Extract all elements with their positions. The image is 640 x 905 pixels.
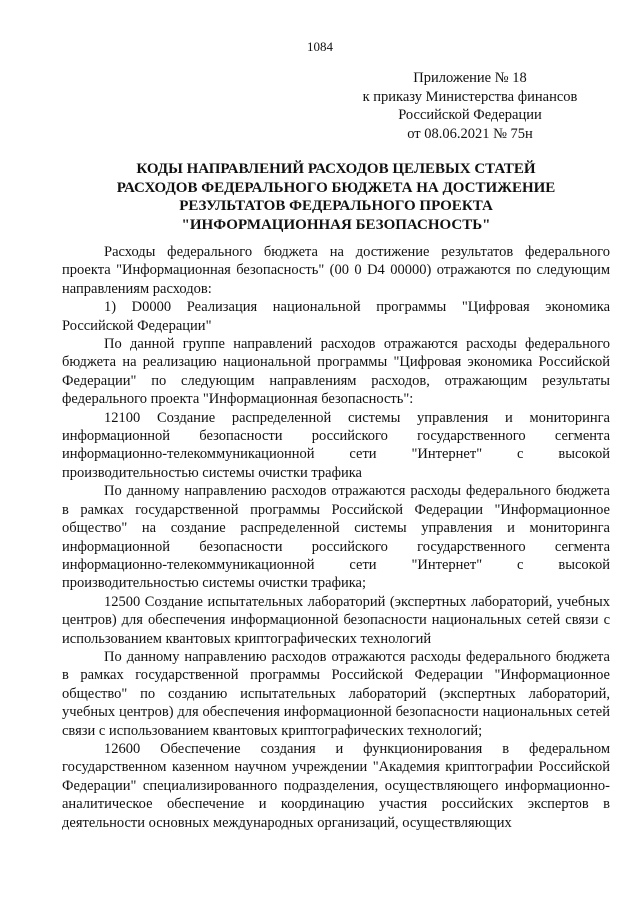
title-line-4: "ИНФОРМАЦИОННАЯ БЕЗОПАСНОСТЬ" bbox=[181, 216, 491, 233]
document-body bbox=[62, 243, 610, 832]
paragraph-12100-description: По данному направлению расходов отражаются расходы федерального бюджета в рамках государственной программы Российской Федерации "Информационное общество" на создание распределенной системы управления и мониторинга информационной безопасности российского государственного сегмента информационно-телекоммуникационной сети "Интернет" с высокой производительностью системы очистки трафика; bbox=[62, 483, 610, 592]
appendix-header bbox=[340, 69, 600, 143]
appendix-line-3: Российской Федерации bbox=[398, 107, 542, 123]
paragraph-12100: 12100 Создание распределенной системы управления и мониторинга информационной безопасности российского государственного сегмента информационно-телекоммуникационной сети "Интернет" с высокой производительностью системы очистки трафика bbox=[62, 409, 610, 481]
paragraph-12500-description: По данному направлению расходов отражаются расходы федерального бюджета в рамках государственной программы Российской Федерации "Информационное общество" по созданию испытательных лабораторий (экспертных лабораторий, учебных центров) для обеспечения информационной безопасности национальных сетей связи с использованием квантовых криптографических технологий; bbox=[62, 648, 610, 739]
paragraph-d0000-description: По данной группе направлений расходов отражаются расходы федерального бюджета на реализацию национальной программы "Цифровая экономика Российской Федерации" по следующим направлениям расходов, отражающим результаты федерального проекта "Информационная безопасность": bbox=[62, 336, 610, 408]
paragraph-12500: 12500 Создание испытательных лабораторий (экспертных лабораторий, учебных центров) для обеспечения информационной безопасности национальных сетей связи с использованием квантовых криптографических технологий bbox=[62, 593, 610, 647]
title-line-1: КОДЫ НАПРАВЛЕНИЙ РАСХОДОВ ЦЕЛЕВЫХ СТАТЕЙ bbox=[136, 161, 536, 177]
appendix-line-2: к приказу Министерства финансов bbox=[362, 88, 578, 105]
paragraph-d0000: 1) D0000 Реализация национальной программы "Цифровая экономика Российской Федерации" bbox=[62, 299, 610, 334]
title-line-3: РЕЗУЛЬТАТОВ ФЕДЕРАЛЬНОГО ПРОЕКТА bbox=[179, 198, 493, 214]
title-line-2: РАСХОДОВ ФЕДЕРАЛЬНОГО БЮДЖЕТА НА ДОСТИЖЕНИЕ bbox=[116, 179, 556, 196]
document-title bbox=[62, 160, 610, 234]
paragraph-12600: 12600 Обеспечение создания и функционирования в федеральном государственном казенном научном учреждении "Академия криптографии Российской Федерации" специализированного подразделения, осуществляющего информационно-аналитическое обеспечение и координацию участия российских экспертов в деятельности основных международных организаций, осуществляющих bbox=[62, 740, 610, 831]
paragraph-intro: Расходы федерального бюджета на достижение результатов федерального проекта "Информационная безопасность" (00 0 D4 00000) отражаются по следующим направлениям расходов: bbox=[62, 244, 610, 297]
appendix-line-1: Приложение № 18 bbox=[413, 70, 527, 86]
page-number: 1084 bbox=[307, 39, 333, 54]
appendix-line-4: от 08.06.2021 № 75н bbox=[407, 125, 533, 142]
